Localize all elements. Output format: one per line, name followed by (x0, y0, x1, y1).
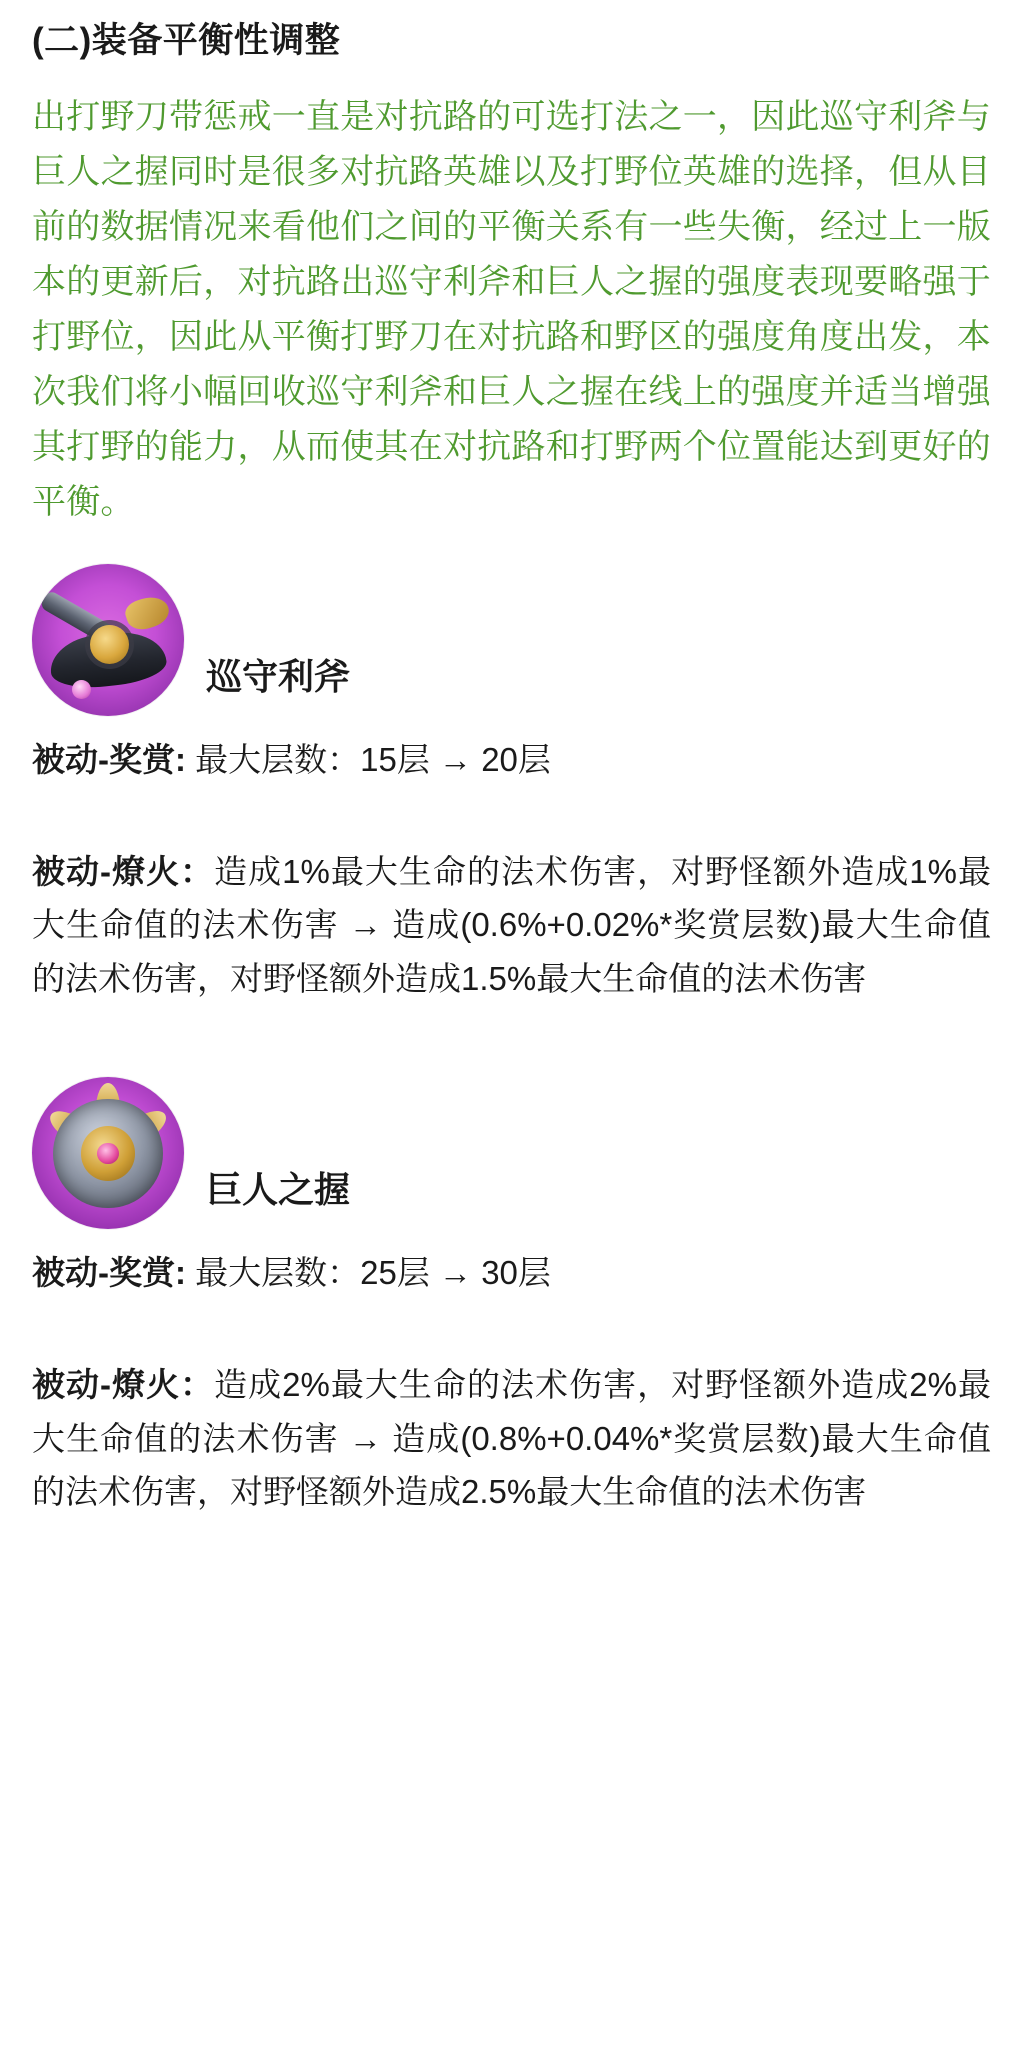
item-block-grip (32, 1077, 991, 1518)
stat-label: 被动-奖赏: (32, 741, 186, 779)
section-spacer (32, 1051, 991, 1077)
item-name: 巡守利斧 (206, 656, 351, 698)
item-header (32, 564, 991, 716)
item-stat-line (32, 1247, 991, 1300)
grip-icon (32, 1077, 184, 1229)
item-passive-desc (32, 1358, 991, 1518)
item-header (32, 1077, 991, 1229)
passive-label: 被动-燎火： (32, 852, 215, 890)
item-name: 巨人之握 (206, 1169, 351, 1211)
intro-paragraph: 出打野刀带惩戒一直是对抗路的可选打法之一，因此巡守利斧与巨人之握同时是很多对抗路英雄以及打野位英雄的选择，但从目前的数据情况来看他们之间的平衡关系有一些失衡，经过上一版本的更新后，对抗路出巡守利斧和巨人之握的强度表现要略强于打野位，因此从平衡打野刀在对抗路和野区的强度角度出发，本次我们将小幅回收巡守利斧和巨人之握在线上的强度并适当增强其打野的能力，从而使其在对抗路和打野两个位置能达到更好的平衡。 (32, 97, 991, 522)
item-passive-desc (32, 845, 991, 1005)
grip-gem-shape (97, 1143, 118, 1164)
page-title: (二)装备平衡性调整 (32, 21, 341, 60)
passive-text: 造成1%最大生命的法术伤害，对野怪额外造成1%最大生命值的法术伤害 → 造成(0.6%+0.02%*奖赏层数)最大生命值的法术伤害，对野怪额外造成1.5%最大生命值的法术伤害 (32, 852, 991, 997)
stat-value: 最大层数：15层 → 20层 (195, 741, 551, 779)
passive-label: 被动-燎火： (32, 1366, 215, 1404)
stat-value: 最大层数：25层 → 30层 (195, 1254, 551, 1292)
item-block-axe (32, 564, 991, 1005)
item-stat-line (32, 734, 991, 787)
passive-text: 造成2%最大生命的法术伤害，对野怪额外造成2%最大生命值的法术伤害 → 造成(0.8%+0.04%*奖赏层数)最大生命值的法术伤害，对野怪额外造成2.5%最大生命值的法术伤害 (32, 1366, 991, 1510)
axe-icon (32, 564, 184, 716)
stat-label: 被动-奖赏: (32, 1254, 186, 1292)
